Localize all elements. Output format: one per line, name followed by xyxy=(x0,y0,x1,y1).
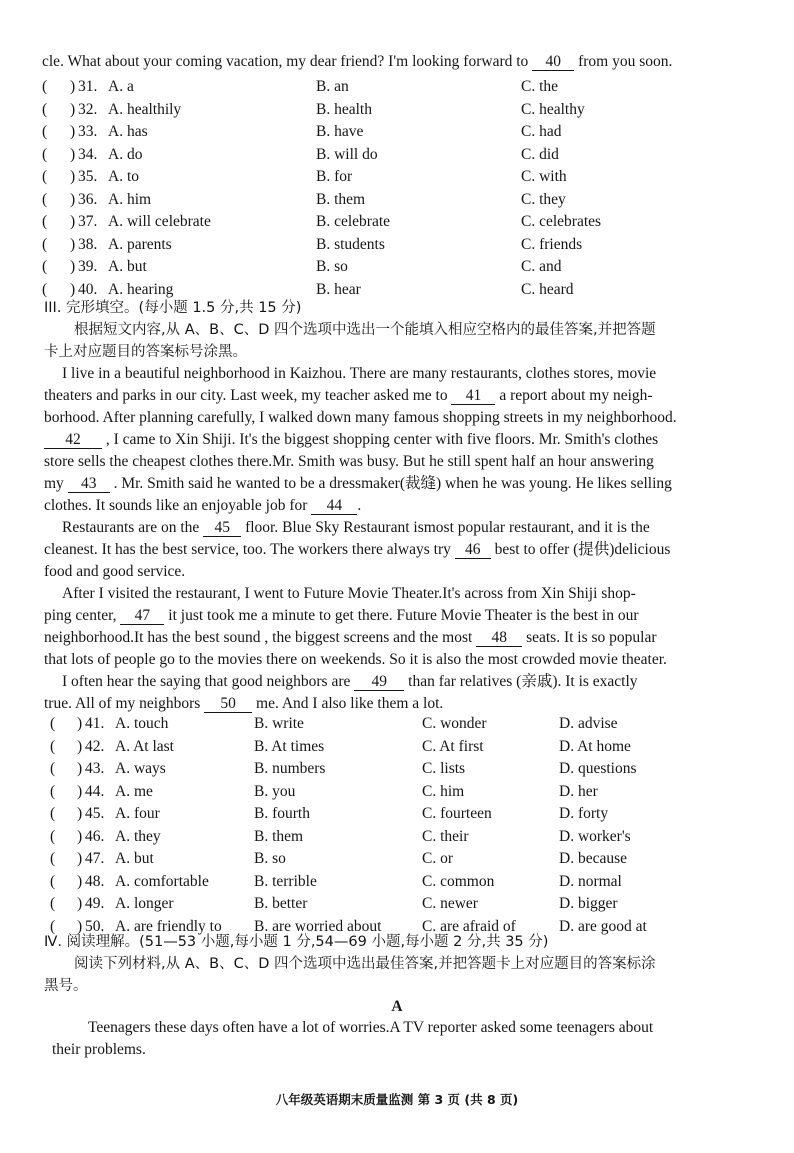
option-b: B. health xyxy=(316,100,372,118)
answer-bracket: ) xyxy=(70,100,76,118)
option-b: B. you xyxy=(254,782,296,800)
passage-line: store sells the cheapest clothes there.Mr. Smith was busy. But he still spent half an hour answering xyxy=(44,453,654,470)
option-c: C. him xyxy=(422,782,465,800)
option-a: A. they xyxy=(115,827,161,845)
answer-bracket: ) xyxy=(77,737,83,755)
blank-40: 40 xyxy=(532,53,574,71)
answer-bracket: ) xyxy=(70,145,76,163)
passage-text: seats. It is so popular xyxy=(526,629,657,646)
question-number: 36. xyxy=(78,190,98,208)
option-a: A. healthily xyxy=(108,100,182,118)
passage-text: Restaurants are on the xyxy=(62,519,200,536)
passage-text: I often hear the saying that good neighbors are xyxy=(62,673,351,690)
question-number: 35. xyxy=(78,168,98,185)
question-row xyxy=(0,849,794,870)
passage-text: my xyxy=(44,475,64,492)
passage-line xyxy=(62,672,638,692)
reading-text-line: Teenagers these days often have a lot of worries.A TV reporter asked some teenagers about xyxy=(88,1019,654,1036)
option-a: A. me xyxy=(115,782,153,800)
option-b: B. will do xyxy=(316,145,378,163)
section-3-heading-text: III. 完形填空。(每小题 1.5 分,共 15 分) xyxy=(44,300,302,316)
question-row xyxy=(0,212,794,233)
question-row xyxy=(0,714,794,735)
answer-bracket: ( xyxy=(50,782,56,800)
option-c: C. they xyxy=(521,190,566,208)
question-number: 47. xyxy=(85,850,105,867)
blank-42: 42 xyxy=(44,431,102,449)
passage-text: floor. Blue Sky Restaurant ismost popular restaurant, and it is the xyxy=(245,519,650,536)
answer-bracket: ) xyxy=(77,782,83,800)
top-line-text: cle. What about your coming vacation, my dear friend? I'm looking forward to xyxy=(42,53,529,70)
option-c: C. their xyxy=(422,827,469,845)
option-c: C. or xyxy=(422,850,453,867)
option-b: B. write xyxy=(254,715,304,732)
answer-bracket: ( xyxy=(42,213,48,230)
question-number: 40. xyxy=(78,280,98,298)
passage-text: cleanest. It has the best service, too. The workers there always try xyxy=(44,541,451,558)
option-c: C. celebrates xyxy=(521,213,602,230)
option-b: B. better xyxy=(254,895,308,912)
answer-bracket: ) xyxy=(70,235,76,253)
question-number: 32. xyxy=(78,100,98,118)
question-number: 33. xyxy=(78,123,98,140)
option-c: C. common xyxy=(422,872,495,890)
answer-bracket: ) xyxy=(77,760,83,777)
section-4-instruction-2: 黑号。 xyxy=(44,978,88,994)
answer-bracket: ( xyxy=(50,850,56,867)
answer-bracket: ( xyxy=(42,190,48,208)
question-row xyxy=(0,257,794,278)
answer-bracket: ) xyxy=(70,190,76,208)
question-number: 44. xyxy=(85,782,105,800)
blank-43: 43 xyxy=(68,475,110,493)
option-c: C. are afraid of xyxy=(422,917,516,935)
option-d: D. her xyxy=(559,782,598,800)
option-b: B. At times xyxy=(254,737,325,755)
question-number: 50. xyxy=(85,917,105,935)
section-4-instruction-1: 阅读下列材料,从 A、B、C、D 四个选项中选出最佳答案,并把答题卡上对应题目的答案标涂 xyxy=(74,956,656,972)
option-d: D. worker's xyxy=(559,827,631,845)
question-row xyxy=(0,167,794,188)
answer-bracket: ) xyxy=(70,123,76,140)
passage-line: borhood. After planning carefully, I walked down many famous shopping streets in my neighborhood. xyxy=(44,409,677,426)
question-row xyxy=(0,235,794,256)
question-number: 49. xyxy=(85,895,105,912)
top-line xyxy=(42,52,672,72)
option-b: B. numbers xyxy=(254,760,326,777)
option-b: B. hear xyxy=(316,280,361,298)
passage-text: . xyxy=(357,497,362,514)
section-4-heading: Ⅳ. 阅读理解。(51—53 小题,每小题 1 分,54—69 小题,每小题 2 分,共 35 分) xyxy=(44,934,549,950)
blank-49: 49 xyxy=(354,673,404,691)
passage-line: that lots of people go to the movies there on weekends. So it is also the most crowded movie theater. xyxy=(44,651,667,668)
option-d: D. normal xyxy=(559,872,622,890)
option-c: C. the xyxy=(521,78,559,95)
question-number: 45. xyxy=(85,805,105,822)
option-a: A. comfortable xyxy=(115,872,209,890)
option-a: A. touch xyxy=(115,715,169,732)
question-number: 34. xyxy=(78,145,98,163)
question-number: 38. xyxy=(78,235,98,253)
question-number: 48. xyxy=(85,872,105,890)
question-row xyxy=(0,100,794,121)
question-number: 43. xyxy=(85,760,105,777)
passage-line: After I visited the restaurant, I went to Future Movie Theater.It's across from Xin Shiji shop- xyxy=(62,585,636,602)
option-b: B. them xyxy=(316,190,366,208)
question-number: 31. xyxy=(78,78,98,95)
question-number: 37. xyxy=(78,213,98,230)
option-b: B. so xyxy=(254,850,286,867)
passage-line xyxy=(44,386,653,406)
answer-bracket: ) xyxy=(70,168,76,185)
answer-bracket: ( xyxy=(42,258,48,275)
question-row xyxy=(0,872,794,893)
option-b: B. fourth xyxy=(254,805,310,822)
option-c: C. wonder xyxy=(422,715,487,732)
answer-bracket: ) xyxy=(70,213,76,230)
option-d: D. questions xyxy=(559,760,637,777)
answer-bracket: ( xyxy=(50,737,56,755)
option-c: C. had xyxy=(521,123,562,140)
option-c: C. with xyxy=(521,168,567,185)
option-d: D. because xyxy=(559,850,627,867)
option-d: D. bigger xyxy=(559,895,618,912)
blank-47: 47 xyxy=(120,607,164,625)
option-a: A. do xyxy=(108,145,143,163)
option-a: A. ways xyxy=(115,760,166,777)
option-c: C. healthy xyxy=(521,100,585,118)
blank-44: 44 xyxy=(311,497,357,515)
question-number: 41. xyxy=(85,715,105,732)
answer-bracket: ) xyxy=(70,280,76,298)
passage-line: food and good service. xyxy=(44,563,186,580)
answer-bracket: ( xyxy=(42,280,48,298)
option-a: A. him xyxy=(108,190,152,208)
option-d: D. forty xyxy=(559,805,609,822)
passage-text: best to offer (提供)delicious xyxy=(494,541,671,558)
question-row xyxy=(0,759,794,780)
question-row xyxy=(0,122,794,143)
top-line-text-end: from you soon. xyxy=(578,53,673,70)
option-c: C. fourteen xyxy=(422,805,492,822)
option-a: A. four xyxy=(115,805,160,822)
answer-bracket: ( xyxy=(42,123,48,140)
option-a: A. parents xyxy=(108,235,172,253)
passage-line xyxy=(44,474,672,494)
option-c: C. heard xyxy=(521,280,574,298)
passage-text: it just took me a minute to get there. Future Movie Theater is the best in our xyxy=(168,607,639,624)
passage-part-label: A xyxy=(391,998,403,1015)
option-a: A. hearing xyxy=(108,280,174,298)
option-b: B. have xyxy=(316,123,364,140)
answer-bracket: ) xyxy=(77,917,83,935)
passage-text: true. All of my neighbors xyxy=(44,695,201,712)
option-a: A. has xyxy=(108,123,148,140)
option-b: B. so xyxy=(316,258,348,275)
answer-bracket: ) xyxy=(77,827,83,845)
blank-50: 50 xyxy=(204,695,252,713)
question-row xyxy=(0,804,794,825)
option-a: A. longer xyxy=(115,895,174,912)
answer-bracket: ) xyxy=(77,805,83,822)
passage-line xyxy=(44,496,361,516)
passage-line: I live in a beautiful neighborhood in Kaizhou. There are many restaurants, clothes stores, movie xyxy=(62,365,657,382)
page-footer: 八年级英语期末质量监测 第 3 页 (共 8 页) xyxy=(275,1092,519,1107)
answer-bracket: ( xyxy=(50,805,56,822)
passage-text: clothes. It sounds like an enjoyable job for xyxy=(44,497,308,514)
passage-line xyxy=(44,606,639,626)
question-row xyxy=(0,190,794,211)
option-c: C. and xyxy=(521,258,562,275)
option-b: B. terrible xyxy=(254,872,317,890)
answer-bracket: ) xyxy=(77,872,83,890)
answer-bracket: ( xyxy=(50,895,56,912)
blank-48: 48 xyxy=(476,629,522,647)
option-b: B. for xyxy=(316,168,353,185)
question-row xyxy=(0,737,794,758)
option-a: A. will celebrate xyxy=(108,213,211,230)
question-number: 42. xyxy=(85,737,105,755)
answer-bracket: ) xyxy=(77,715,83,732)
option-c: C. At first xyxy=(422,737,484,755)
option-a: A. a xyxy=(108,78,134,95)
option-b: B. students xyxy=(316,235,385,253)
blank-41: 41 xyxy=(451,387,495,405)
answer-bracket: ) xyxy=(70,78,76,95)
option-a: A. At last xyxy=(115,737,174,755)
section-3-instruction-1: 根据短文内容,从 A、B、C、D 四个选项中选出一个能填入相应空格内的最佳答案,并把答题 xyxy=(74,322,656,338)
option-b: B. an xyxy=(316,78,349,95)
answer-bracket: ( xyxy=(50,917,56,935)
passage-line xyxy=(44,694,443,714)
passage-text: me. And I also like them a lot. xyxy=(256,695,444,712)
option-c: C. lists xyxy=(422,760,466,777)
blank-45: 45 xyxy=(203,519,241,537)
option-c: C. friends xyxy=(521,235,583,253)
reading-text-line: their problems. xyxy=(52,1041,146,1058)
answer-bracket: ) xyxy=(77,895,83,912)
option-d: D. are good at xyxy=(559,917,647,935)
passage-text: . Mr. Smith said he wanted to be a dressmaker(裁缝) when he was young. He likes selling xyxy=(113,475,672,492)
passage-line xyxy=(44,430,658,450)
question-row xyxy=(0,145,794,166)
passage-text: than far relatives (亲戚). It is exactly xyxy=(408,673,638,690)
option-c: C. newer xyxy=(422,895,478,912)
question-row xyxy=(0,77,794,98)
passage-text: neighborhood.It has the best sound , the biggest screens and the most xyxy=(44,629,473,646)
passage-text: , I came to Xin Shiji. It's the biggest shopping center with five floors. Mr. Smith's clothes xyxy=(105,431,659,448)
answer-bracket: ( xyxy=(50,872,56,890)
option-a: A. to xyxy=(108,168,139,185)
answer-bracket: ( xyxy=(42,145,48,163)
section-3-instruction-2: 卡上对应题目的答案标号涂黑。 xyxy=(44,344,247,360)
passage-text: ping center, xyxy=(44,607,117,624)
option-a: A. are friendly to xyxy=(115,917,222,935)
answer-bracket: ( xyxy=(42,168,48,185)
option-d: D. At home xyxy=(559,737,631,755)
answer-bracket: ( xyxy=(50,715,56,732)
option-b: B. celebrate xyxy=(316,213,391,230)
passage-line xyxy=(44,628,657,648)
blank-46: 46 xyxy=(455,541,491,559)
question-row xyxy=(0,827,794,848)
question-row xyxy=(0,894,794,915)
passage-text: theaters and parks in our city. Last week, my teacher asked me to xyxy=(44,387,448,404)
answer-bracket: ( xyxy=(50,760,56,777)
section-3-heading xyxy=(44,298,301,318)
option-b: B. are worried about xyxy=(254,917,382,935)
answer-bracket: ) xyxy=(77,850,83,867)
option-a: A. but xyxy=(108,258,147,275)
question-number: 46. xyxy=(85,827,105,845)
answer-bracket: ( xyxy=(50,827,56,845)
option-b: B. them xyxy=(254,827,304,845)
option-a: A. but xyxy=(115,850,154,867)
passage-line xyxy=(44,540,670,560)
answer-bracket: ( xyxy=(42,235,48,253)
answer-bracket: ( xyxy=(42,78,48,95)
passage-text: a report about my neigh- xyxy=(499,387,653,404)
answer-bracket: ( xyxy=(42,100,48,118)
answer-bracket: ) xyxy=(70,258,76,275)
option-d: D. advise xyxy=(559,715,618,732)
question-row xyxy=(0,782,794,803)
question-number: 39. xyxy=(78,258,98,275)
option-c: C. did xyxy=(521,145,559,163)
passage-line xyxy=(62,518,650,538)
